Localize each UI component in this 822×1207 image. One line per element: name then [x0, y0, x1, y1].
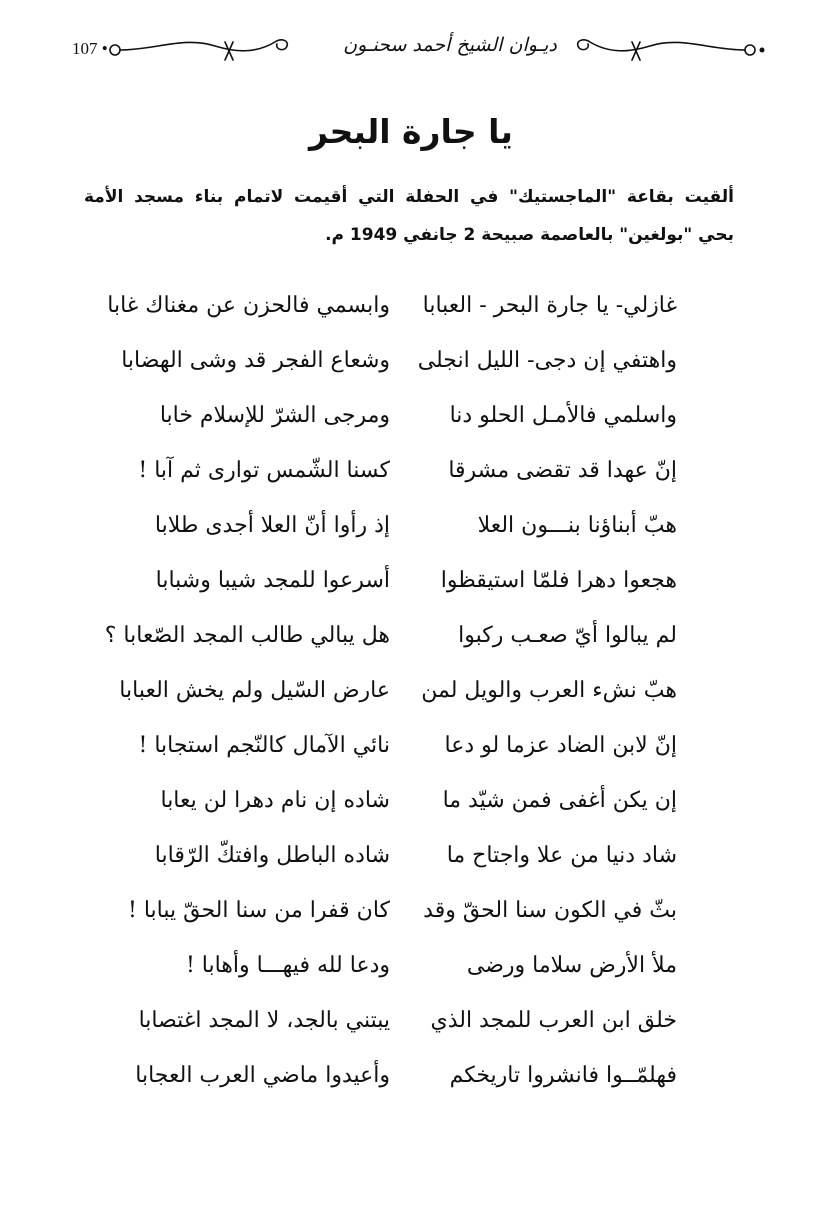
verse-ajuz: شاده الباطل وافتكّ الرّقابا	[154, 843, 390, 868]
intro-line-2: بحي "بولغين" بالعاصمة صبيحة 2 جانفي 1949 م.	[325, 225, 734, 245]
verse-ajuz: وشعاع الفجر قد وشى الهضابا	[121, 348, 390, 373]
verse-sadr: هبّ أبناؤنا بنـــون العلا	[477, 513, 677, 538]
verse	[0, 394, 822, 450]
verse	[0, 614, 822, 670]
verse-sadr: هجعوا دهرا فلمّا استيقظوا	[440, 568, 677, 593]
verse	[0, 999, 822, 1055]
verse-sadr: غازلي- يا جارة البحر - العبابا	[422, 293, 677, 318]
verse-ajuz: عارض السّيل ولم يخش العبابا	[119, 678, 390, 703]
verse-sadr: شاد دنيا من علا واجتاح ما	[446, 843, 677, 868]
poem-intro	[84, 178, 734, 254]
verse	[0, 284, 822, 340]
verse-sadr: بثّ في الكون سنا الحقّ وقد	[423, 898, 677, 923]
verse	[0, 834, 822, 890]
header-title: ديـوان الشيخ أحمد سحنـون	[343, 34, 557, 56]
verse-ajuz: نائي الآمال كالنّجم استجابا !	[138, 733, 390, 758]
verse-sadr: هبّ نشء العرب والويل لمن	[421, 678, 677, 703]
verse-ajuz: ومرجى الشرّ للإسلام خابا	[159, 403, 390, 428]
verse	[0, 669, 822, 725]
verse	[0, 449, 822, 505]
verse-sadr: خلق ابن العرب للمجد الذي	[430, 1008, 677, 1033]
intro-line-1: ألقيت بقاعة "الماجستيك" في الحفلة التي أقيمت لاتمام بناء مسجد الأمة	[84, 187, 734, 207]
verse	[0, 559, 822, 615]
verse-sadr: إن يكن أغفى فمن شيّد ما	[442, 788, 677, 813]
verse-sadr: إنّ عهدا قد تقضى مشرقا	[448, 458, 677, 483]
flourish-ornament-right	[570, 32, 770, 66]
verse-ajuz: وابسمي فالحزن عن مغناك غابا	[107, 293, 390, 318]
verse-ajuz: يبتني بالجد، لا المجد اغتصابا	[138, 1008, 390, 1033]
verse	[0, 889, 822, 945]
verse-ajuz: شاده إن نام دهرا لن يعابا	[160, 788, 390, 813]
verse-ajuz: وأعيدوا ماضي العرب العجابا	[135, 1063, 390, 1088]
verse	[0, 504, 822, 560]
verse-ajuz: هل يبالي طالب المجد الصّعابا ؟	[104, 623, 390, 648]
verse	[0, 944, 822, 1000]
page-header	[60, 22, 760, 72]
page-number: 107 •	[72, 39, 108, 58]
verse-sadr: إنّ لابن الضاد عزما لو دعا	[444, 733, 677, 758]
poem-title: يا جارة البحر	[309, 112, 513, 151]
verse-sadr: لم يبالوا أيّ صعـب ركبوا	[458, 623, 677, 648]
flourish-ornament-left	[105, 32, 305, 66]
verse	[0, 779, 822, 835]
verse-ajuz: كان قفرا من سنا الحقّ يبابا !	[128, 898, 390, 923]
verse-ajuz: إذ رأوا أنّ العلا أجدى طلابا	[154, 513, 390, 538]
verse-sadr: واهتفي إن دجى- الليل انجلى	[417, 348, 677, 373]
verse	[0, 1054, 822, 1110]
verse	[0, 724, 822, 780]
verse	[0, 339, 822, 395]
verse-ajuz: كسنا الشّمس توارى ثم آبا !	[138, 458, 390, 483]
verse-ajuz: ودعا لله فيهـــا وأهابا !	[185, 953, 390, 978]
verse-sadr: واسلمي فالأمـل الحلو دنا	[449, 403, 677, 428]
verse-sadr: ملأ الأرض سلاما ورضى	[466, 953, 677, 978]
verse-ajuz: أسرعوا للمجد شيبا وشبابا	[155, 568, 390, 593]
verse-sadr: فهلمّــوا فانشروا تاريخكم	[449, 1063, 677, 1088]
